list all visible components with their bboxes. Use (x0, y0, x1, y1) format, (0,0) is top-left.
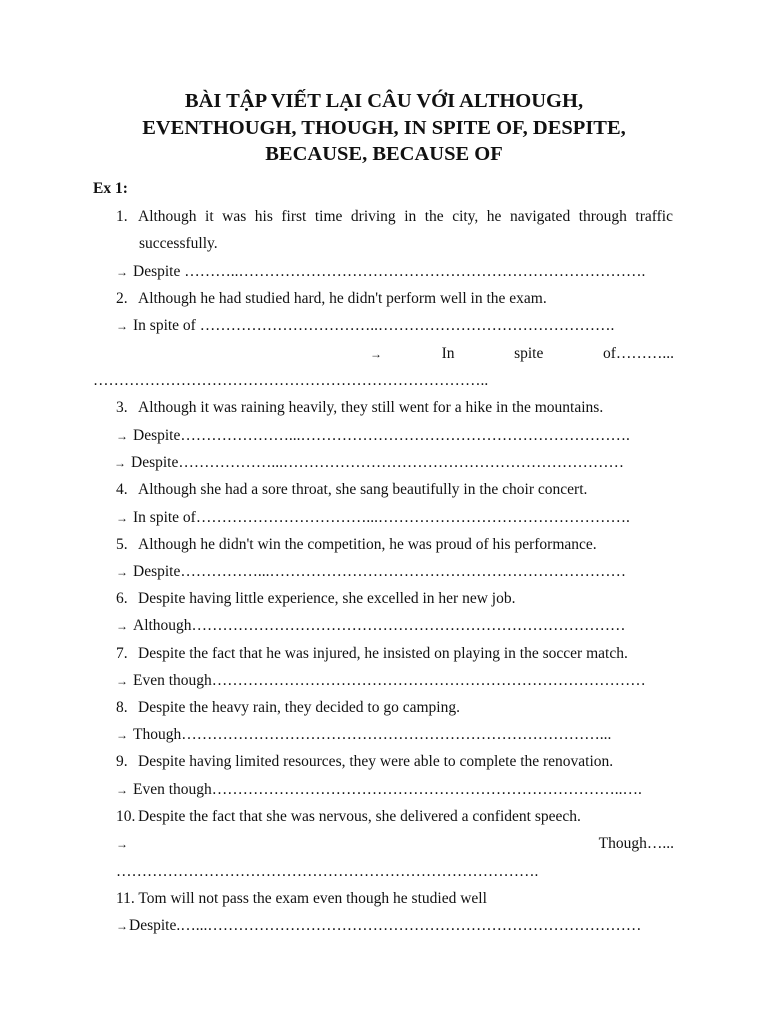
answer-prompt: Even though………………………………………………………………………… (133, 672, 646, 689)
answer-word-of: of………... (602, 345, 674, 362)
arrow-icon: → (116, 511, 128, 525)
question-number: 4. (116, 481, 128, 498)
arrow-icon: → (116, 728, 128, 742)
answer-line-3a[interactable] (116, 426, 674, 446)
question-number: 8. (116, 699, 128, 716)
page-title (60, 88, 708, 168)
question-11 (116, 889, 487, 909)
answer-prompt: Despite.…...………………………………………………………………………… (129, 917, 642, 934)
answer-line-2b[interactable] (370, 344, 674, 364)
question-2 (116, 289, 547, 309)
answer-word-spite: spite (514, 345, 544, 362)
question-text: Despite having little experience, she excelled in her new job. (138, 590, 516, 607)
title-line-3: BECAUSE, BECAUSE OF (265, 143, 503, 165)
title-line-1: BÀI TẬP VIẾT LẠI CÂU VỚI ALTHOUGH, (184, 90, 584, 112)
answer-prompt: Even though……………………………………………………………………..…. (133, 781, 642, 798)
answer-prompt: In spite of……………………………...…………………………………………. (133, 509, 630, 526)
answer-line-8[interactable] (116, 725, 674, 745)
answer-prompt: In spite of ……………………………..………………………………………. (133, 317, 615, 334)
answer-line-10[interactable] (116, 834, 674, 854)
question-text: Despite the fact that he was injured, he insisted on playing in the soccer match. (138, 645, 628, 662)
question-number: 6. (116, 590, 128, 607)
question-number: 11. (116, 890, 135, 907)
question-3 (116, 398, 603, 418)
answer-line-2b-dots[interactable]: ………………………………………………………………….. (93, 372, 489, 389)
question-number: 3. (116, 399, 128, 416)
answer-prompt: Although………………………………………………………………………… (133, 617, 626, 634)
question-6 (116, 589, 515, 609)
arrow-icon: → (116, 565, 128, 579)
answer-word-in: In (441, 345, 455, 362)
question-1-continuation: successfully. (139, 235, 218, 252)
answer-line-11[interactable] (116, 916, 674, 936)
question-text: Although she had a sore throat, she sang beautifully in the choir concert. (138, 481, 588, 498)
answer-line-7[interactable] (116, 671, 674, 691)
arrow-icon: → (116, 265, 128, 279)
question-text: Despite having limited resources, they were able to complete the renovation. (138, 753, 614, 770)
answer-line-6[interactable] (116, 616, 674, 636)
question-text: Despite the heavy rain, they decided to go camping. (138, 699, 460, 716)
answer-line-3b[interactable] (114, 453, 672, 473)
arrow-icon: → (116, 674, 128, 688)
answer-prompt: Despite ………..……………………………………………………………………. (133, 263, 646, 280)
answer-line-4[interactable] (116, 508, 674, 528)
question-1 (116, 207, 676, 227)
exercise-label: Ex 1: (93, 180, 128, 197)
question-4 (116, 480, 587, 500)
arrow-icon: → (114, 456, 126, 470)
question-9 (116, 752, 613, 772)
question-5 (116, 535, 597, 555)
question-text: Although it was his first time driving in the city, he navigated through traffic (138, 208, 673, 225)
question-text: Although it was raining heavily, they still went for a hike in the mountains. (138, 399, 604, 416)
answer-prompt: Despite………………...………………………………………………………… (131, 454, 624, 471)
arrow-icon: → (116, 919, 128, 933)
arrow-icon: → (116, 429, 128, 443)
title-line-2: EVENTHOUGH, THOUGH, IN SPITE OF, DESPITE, (142, 116, 626, 139)
question-8 (116, 698, 460, 718)
question-number: 10. (116, 808, 136, 825)
answer-prompt: Though………………………………………………………………………... (133, 726, 612, 743)
question-number: 1. (116, 208, 128, 225)
answer-line-10-dots[interactable]: ………………………………………………………………………. (116, 863, 539, 880)
arrow-icon: → (116, 319, 128, 333)
question-text: Although he had studied hard, he didn't perform well in the exam. (138, 290, 547, 307)
answer-line-9[interactable] (116, 780, 674, 800)
question-7 (116, 644, 628, 664)
arrow-icon: → (116, 837, 128, 851)
question-number: 2. (116, 290, 128, 307)
question-number: 7. (116, 645, 128, 662)
answer-line-2[interactable] (116, 316, 674, 336)
question-10 (116, 807, 581, 827)
arrow-icon: → (116, 783, 128, 797)
question-number: 9. (116, 753, 128, 770)
question-number: 5. (116, 536, 128, 553)
question-text: Tom will not pass the exam even though he studied well (138, 890, 487, 907)
arrow-icon: → (370, 347, 382, 361)
answer-prompt: Though…... (598, 835, 674, 852)
question-text: Although he didn't win the competition, he was proud of his performance. (138, 536, 597, 553)
question-text: Despite the fact that she was nervous, she delivered a confident speech. (138, 808, 581, 825)
answer-line-1[interactable] (116, 262, 674, 282)
answer-line-5[interactable] (116, 562, 674, 582)
answer-prompt: Despite……………...…………………………………………………………… (133, 563, 626, 580)
arrow-icon: → (116, 619, 128, 633)
answer-prompt: Despite…………………...………………………………………………………. (133, 427, 630, 444)
